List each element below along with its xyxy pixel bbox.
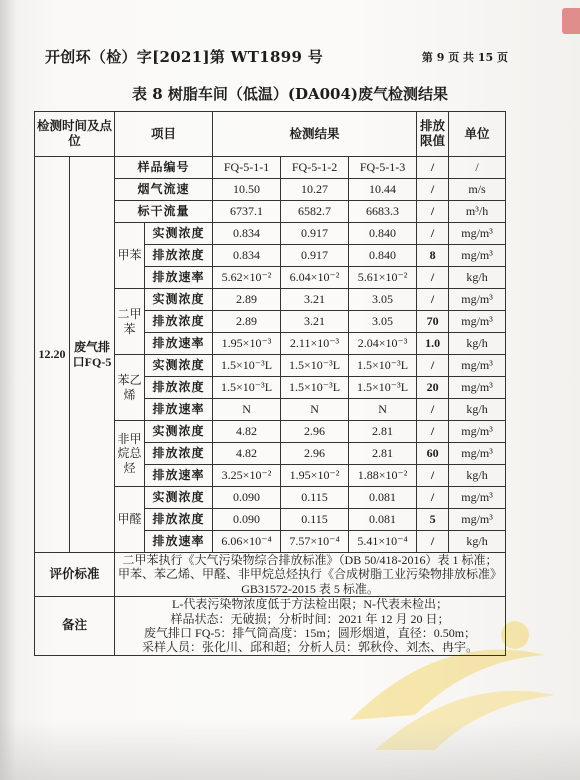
pollutant-name: 甲苯 bbox=[115, 223, 145, 289]
result-cell-2: 1.5×10⁻³L bbox=[281, 377, 349, 399]
header-unit: 单位 bbox=[449, 112, 506, 157]
unit-cell: mg/m³ bbox=[449, 355, 506, 377]
limit-cell: / bbox=[417, 421, 449, 443]
result-cell-3: 1.5×10⁻³L bbox=[349, 355, 417, 377]
remark-line: 样品状态：无破损；分析时间：2021 年 12 月 20 日； bbox=[170, 611, 450, 626]
table-body bbox=[35, 112, 506, 656]
metric-label: 排放浓度 bbox=[145, 245, 213, 267]
metric-label: 排放浓度 bbox=[145, 311, 213, 333]
pollutant-name: 苯乙烯 bbox=[115, 355, 145, 421]
row-label: 样品编号 bbox=[115, 157, 213, 179]
result-cell-2: N bbox=[281, 399, 349, 421]
result-cell-1: 1.95×10⁻³ bbox=[213, 333, 281, 355]
result-cell-1: 10.50 bbox=[213, 179, 281, 201]
result-cell-2: 2.96 bbox=[281, 443, 349, 465]
pollutant-name: 二甲苯 bbox=[115, 289, 145, 355]
result-cell-1: 0.090 bbox=[213, 487, 281, 509]
header-time-location: 检测时间及点位 bbox=[35, 112, 115, 157]
unit-cell: mg/m³ bbox=[449, 289, 506, 311]
page-number: 第 9 页 共 15 页 bbox=[421, 51, 508, 64]
unit-cell: m/s bbox=[449, 179, 506, 201]
limit-cell: / bbox=[417, 289, 449, 311]
limit-cell: 70 bbox=[417, 311, 449, 333]
result-cell-1: 4.82 bbox=[213, 443, 281, 465]
limit-cell: / bbox=[417, 531, 449, 553]
pollutant-name: 甲醛 bbox=[115, 487, 145, 553]
limit-cell: / bbox=[417, 267, 449, 289]
result-cell-3: 0.840 bbox=[349, 223, 417, 245]
result-cell-1: FQ-5-1-1 bbox=[213, 157, 281, 179]
limit-cell: / bbox=[417, 223, 449, 245]
limit-cell: 5 bbox=[417, 509, 449, 531]
result-cell-1: 1.5×10⁻³L bbox=[213, 355, 281, 377]
result-cell-3: N bbox=[349, 399, 417, 421]
result-cell-1: 5.62×10⁻² bbox=[213, 267, 281, 289]
result-cell-1: 6.06×10⁻⁴ bbox=[213, 531, 281, 553]
limit-cell: 20 bbox=[417, 377, 449, 399]
result-cell-2: 6.04×10⁻² bbox=[281, 267, 349, 289]
remark-line: L-代表污染物浓度低于方法检出限；N-代表未检出； bbox=[172, 597, 449, 612]
standard-label: 评价标准 bbox=[35, 553, 115, 597]
unit-cell: m³/h bbox=[449, 201, 506, 223]
unit-cell: mg/m³ bbox=[449, 311, 506, 333]
standard-text: 二甲苯执行《大气污染物综合排放标准》（DB 50/418-2016）表 1 标准；甲苯、苯乙烯、甲醛、非甲烷总烃执行《合成树脂工业污染物排放标准》GB31572-2015 表 5 标准。 bbox=[115, 553, 506, 597]
result-cell-3: 5.41×10⁻⁴ bbox=[349, 531, 417, 553]
row-label: 标干流量 bbox=[115, 201, 213, 223]
remark-line: 废气排口 FQ-5：排气筒高度：15m；圆形烟道，直径：0.50m； bbox=[144, 625, 477, 640]
unit-cell: kg/h bbox=[449, 267, 506, 289]
result-cell-2: 2.96 bbox=[281, 421, 349, 443]
table-title: 表 8 树脂车间（低温）(DA004)废气检测结果 bbox=[131, 85, 449, 103]
metric-label: 排放浓度 bbox=[145, 509, 213, 531]
remarks-row bbox=[35, 597, 506, 656]
result-cell-3: 3.05 bbox=[349, 289, 417, 311]
metric-label: 排放速率 bbox=[145, 465, 213, 487]
result-cell-1: 3.25×10⁻² bbox=[213, 465, 281, 487]
result-cell-3: 6683.3 bbox=[349, 201, 417, 223]
result-cell-1: 2.89 bbox=[213, 289, 281, 311]
result-cell-2: 0.115 bbox=[281, 509, 349, 531]
result-cell-1: 0.834 bbox=[213, 245, 281, 267]
unit-cell: mg/m³ bbox=[449, 245, 506, 267]
pollutant-name: 非甲烷总烃 bbox=[115, 421, 145, 487]
remarks-text bbox=[115, 597, 506, 656]
limit-cell: / bbox=[417, 201, 449, 223]
result-cell-3: 1.5×10⁻³L bbox=[349, 377, 417, 399]
limit-cell: 8 bbox=[417, 245, 449, 267]
header-limit: 排放限值 bbox=[417, 112, 449, 157]
result-cell-1: 0.834 bbox=[213, 223, 281, 245]
unit-cell: kg/h bbox=[449, 333, 506, 355]
result-cell-2: 1.5×10⁻³L bbox=[281, 355, 349, 377]
result-cell-2: 7.57×10⁻⁴ bbox=[281, 531, 349, 553]
unit-cell: mg/m³ bbox=[449, 443, 506, 465]
metric-label: 排放浓度 bbox=[145, 443, 213, 465]
limit-cell: 1.0 bbox=[417, 333, 449, 355]
result-cell-3: 2.81 bbox=[349, 443, 417, 465]
limit-cell: / bbox=[417, 399, 449, 421]
red-stamp-edge bbox=[562, 8, 580, 34]
metric-label: 排放速率 bbox=[145, 333, 213, 355]
remarks-label: 备注 bbox=[35, 597, 115, 656]
header-results: 检测结果 bbox=[213, 112, 417, 157]
result-cell-3: 0.081 bbox=[349, 487, 417, 509]
unit-cell: kg/h bbox=[449, 465, 506, 487]
result-cell-1: 6737.1 bbox=[213, 201, 281, 223]
metric-label: 排放速率 bbox=[145, 267, 213, 289]
metric-label: 实测浓度 bbox=[145, 289, 213, 311]
unit-cell: kg/h bbox=[449, 531, 506, 553]
unit-cell: mg/m³ bbox=[449, 377, 506, 399]
unit-cell: kg/h bbox=[449, 399, 506, 421]
result-cell-3: 1.88×10⁻² bbox=[349, 465, 417, 487]
result-cell-1: N bbox=[213, 399, 281, 421]
result-cell-3: FQ-5-1-3 bbox=[349, 157, 417, 179]
metric-label: 实测浓度 bbox=[145, 355, 213, 377]
result-cell-2: 3.21 bbox=[281, 311, 349, 333]
limit-cell: / bbox=[417, 487, 449, 509]
unit-cell: / bbox=[449, 157, 506, 179]
result-cell-2: 0.917 bbox=[281, 245, 349, 267]
limit-cell: / bbox=[417, 355, 449, 377]
result-cell-3: 3.05 bbox=[349, 311, 417, 333]
result-cell-3: 10.44 bbox=[349, 179, 417, 201]
page-bottom-shadow bbox=[0, 720, 580, 780]
header-item: 项目 bbox=[115, 112, 213, 157]
limit-cell: / bbox=[417, 157, 449, 179]
limit-cell: 60 bbox=[417, 443, 449, 465]
limit-cell: / bbox=[417, 465, 449, 487]
result-cell-2: 0.115 bbox=[281, 487, 349, 509]
result-cell-2: 3.21 bbox=[281, 289, 349, 311]
metric-label: 实测浓度 bbox=[145, 487, 213, 509]
result-cell-3: 0.081 bbox=[349, 509, 417, 531]
table-row bbox=[35, 157, 506, 179]
test-date: 12.20 bbox=[35, 157, 70, 553]
unit-cell: mg/m³ bbox=[449, 487, 506, 509]
limit-cell: / bbox=[417, 179, 449, 201]
result-cell-2: FQ-5-1-2 bbox=[281, 157, 349, 179]
table-header-row bbox=[35, 112, 506, 157]
metric-label: 排放速率 bbox=[145, 531, 213, 553]
result-cell-2: 1.95×10⁻² bbox=[281, 465, 349, 487]
unit-cell: mg/m³ bbox=[449, 509, 506, 531]
standard-row bbox=[35, 553, 506, 597]
result-cell-2: 6582.7 bbox=[281, 201, 349, 223]
result-cell-3: 0.840 bbox=[349, 245, 417, 267]
metric-label: 实测浓度 bbox=[145, 421, 213, 443]
result-cell-3: 5.61×10⁻² bbox=[349, 267, 417, 289]
result-cell-3: 2.81 bbox=[349, 421, 417, 443]
result-cell-1: 0.090 bbox=[213, 509, 281, 531]
metric-label: 排放速率 bbox=[145, 399, 213, 421]
metric-label: 排放浓度 bbox=[145, 377, 213, 399]
result-cell-1: 1.5×10⁻³L bbox=[213, 377, 281, 399]
result-cell-3: 2.04×10⁻³ bbox=[349, 333, 417, 355]
exhaust-gas-results-table bbox=[34, 111, 506, 656]
result-cell-2: 0.917 bbox=[281, 223, 349, 245]
result-cell-2: 2.11×10⁻³ bbox=[281, 333, 349, 355]
result-cell-1: 2.89 bbox=[213, 311, 281, 333]
page-edge-shadow bbox=[0, 0, 16, 780]
unit-cell: mg/m³ bbox=[449, 223, 506, 245]
row-label: 烟气流速 bbox=[115, 179, 213, 201]
report-number: 开创环（检）字[2021]第 WT1899 号 bbox=[45, 48, 324, 66]
result-cell-2: 10.27 bbox=[281, 179, 349, 201]
sampling-point: 废气排口FQ-5 bbox=[70, 157, 115, 553]
result-cell-1: 4.82 bbox=[213, 421, 281, 443]
unit-cell: mg/m³ bbox=[449, 421, 506, 443]
metric-label: 实测浓度 bbox=[145, 223, 213, 245]
remark-line: 采样人员：张化川、邱和超；分析人员：郭秋伶、刘杰、冉宇。 bbox=[142, 640, 479, 655]
